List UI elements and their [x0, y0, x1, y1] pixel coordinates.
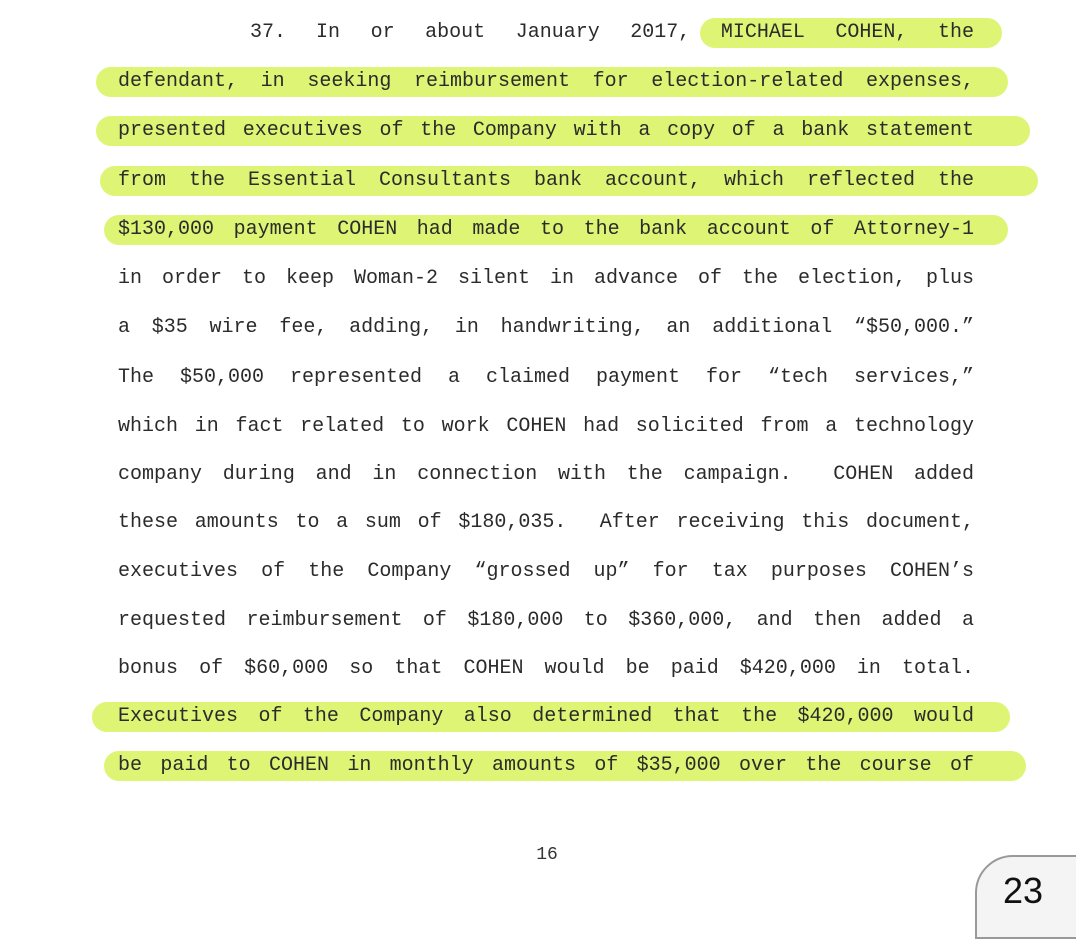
text-line: [0, 264, 1076, 294]
text-line-content: a $35 wire fee, adding, in handwriting, an additional “$50,000.”: [118, 316, 974, 339]
page-number: 16: [536, 845, 558, 865]
text-line-content: defendant, in seeking reimbursement for election-related expenses,: [118, 70, 974, 93]
text-line: [0, 166, 1076, 196]
text-line-content: these amounts to a sum of $180,035. After receiving this document,: [118, 511, 974, 534]
text-line-content: $130,000 payment COHEN had made to the bank account of Attorney-1: [118, 218, 974, 241]
text-line-content: In or about January 2017, MICHAEL COHEN, the: [316, 21, 974, 44]
text-line-content: presented executives of the Company with a copy of a bank statement: [118, 119, 974, 142]
text-line-content: The $50,000 represented a claimed payment for “tech services,”: [118, 366, 974, 389]
text-line-content: bonus of $60,000 so that COHEN would be paid $420,000 in total.: [118, 657, 974, 680]
text-line: [0, 460, 1076, 490]
text-line-content: company during and in connection with the campaign. COHEN added: [118, 463, 974, 486]
text-line: [0, 313, 1076, 343]
text-line-content: requested reimbursement of $180,000 to $360,000, and then added a: [118, 609, 974, 632]
text-line: [0, 412, 1076, 442]
text-line: [0, 363, 1076, 393]
text-line-content: which in fact related to work COHEN had solicited from a technology: [118, 415, 974, 438]
text-line: [0, 557, 1076, 587]
text-line-content: in order to keep Woman-2 silent in advance of the election, plus: [118, 267, 974, 290]
text-line: [0, 67, 1076, 97]
text-line: [0, 18, 1076, 48]
text-line-content: executives of the Company “grossed up” for tax purposes COHEN’s: [118, 560, 974, 583]
paragraph-number: 37.: [250, 21, 287, 44]
text-line: [0, 606, 1076, 636]
text-line: [0, 215, 1076, 245]
page-count-badge-label: 23: [1003, 870, 1044, 911]
text-line: [0, 654, 1076, 684]
text-line: [0, 508, 1076, 538]
text-line: [0, 702, 1076, 732]
text-line-content: be paid to COHEN in monthly amounts of $35,000 over the course of: [118, 754, 974, 777]
text-line-content: Executives of the Company also determined that the $420,000 would: [118, 705, 974, 728]
text-line: [0, 116, 1076, 146]
text-line-content: from the Essential Consultants bank account, which reflected the: [118, 169, 974, 192]
text-line: [0, 751, 1076, 781]
